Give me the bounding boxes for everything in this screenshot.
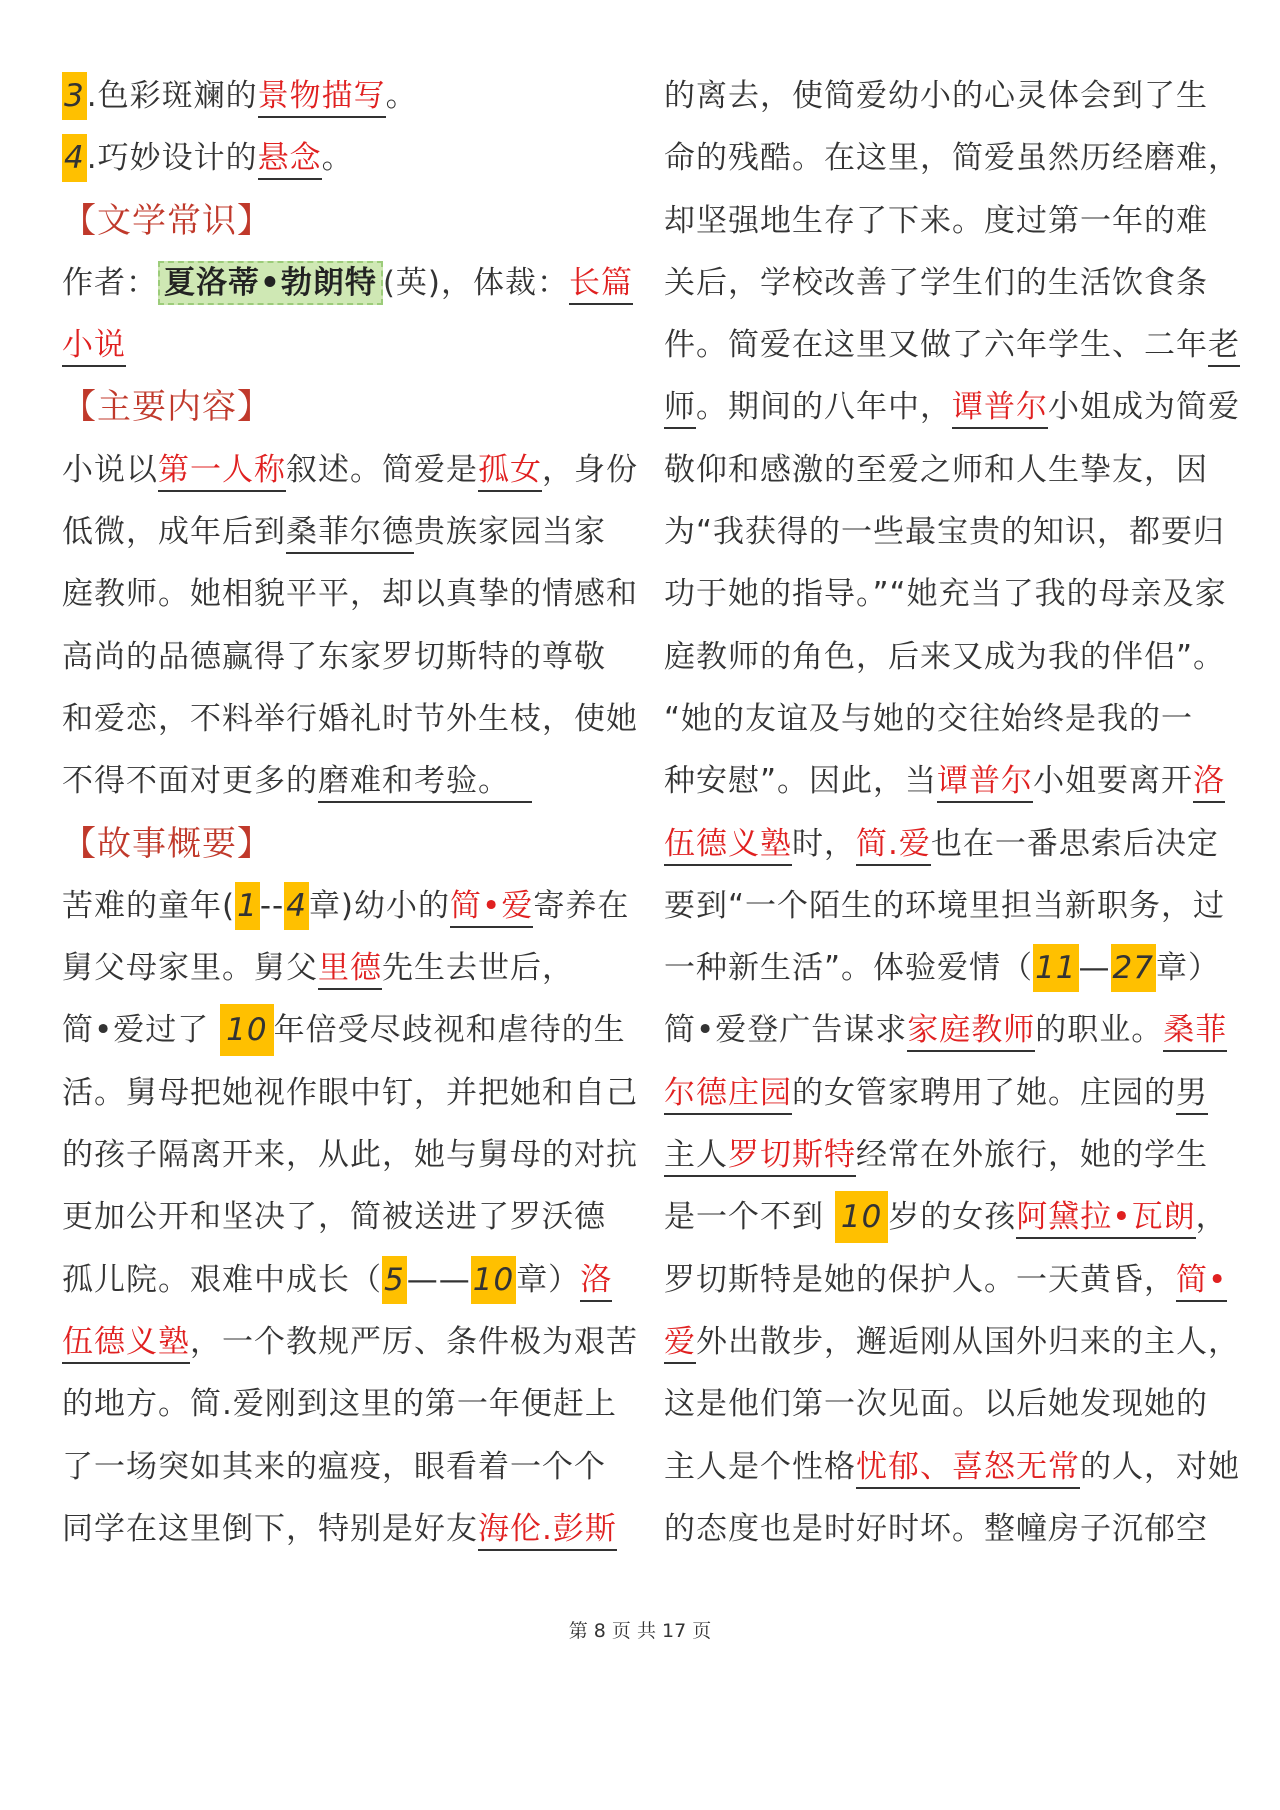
text-line [664, 813, 1224, 875]
text: 孤儿院。艰难中成长（ [62, 1261, 382, 1298]
text: 舅父母家里。舅父 [62, 950, 318, 987]
keyword: 阿黛拉•瓦朗 [1016, 1199, 1195, 1239]
text: ， [1195, 1199, 1228, 1236]
text-line [664, 1062, 1224, 1124]
text: 罗切斯特是她的保护人。一天黄昏， [664, 1261, 1176, 1298]
text: 。 [385, 78, 418, 114]
text-line: 命的残酷。在这里，简爱虽然历经磨难， [664, 140, 1240, 177]
keyword: 洛 [580, 1262, 612, 1302]
text-line: 要到“一个陌生的环境里担当新职务，过 [664, 887, 1226, 924]
text: —— [406, 1261, 471, 1298]
keyword: 洛 [1193, 763, 1225, 803]
keyword: 小说 [62, 327, 126, 367]
text-line: 活。舅母把她视作眼中钉，并把她和自己 [62, 1074, 638, 1111]
section-heading: 【主要内容】 [62, 387, 272, 428]
text-line [62, 999, 626, 1061]
text: 是一个不到 [664, 1199, 835, 1236]
keyword: 长篇 [569, 265, 633, 305]
number-highlight: 1 [235, 882, 260, 930]
text-line: 的态度也是时好时坏。整幢房子沉郁空 [664, 1510, 1208, 1547]
text: 。 [321, 140, 354, 177]
text-line [62, 1249, 622, 1311]
text: 低微，成年后到 [62, 514, 286, 551]
keyword: 伍德义塾 [62, 1324, 190, 1364]
keyword: 谭普尔 [937, 763, 1033, 803]
text: 种安慰”。因此，当 [664, 763, 938, 800]
keyword: 简• [1176, 1262, 1227, 1302]
text: (英)，体裁： [382, 264, 570, 301]
keyword: 男 [1176, 1075, 1208, 1115]
text: 外出散步，邂逅刚从国外归来的主人， [696, 1323, 1240, 1360]
page-number: 第 8 页 共 17 页 [568, 1620, 712, 1642]
number-highlight: 10 [835, 1191, 888, 1243]
text: 一种新生活”。体验爱情（ [664, 950, 1034, 987]
keyword: 悬念 [258, 140, 322, 180]
text-line: 却坚强地生存了下来。度过第一年的难 [664, 202, 1208, 239]
text: 先生去世后， [382, 950, 574, 987]
text-line: 庭教师的角色，后来又成为我的伴侣”。 [664, 638, 1226, 675]
text: 贵族家园当家 [414, 514, 606, 551]
text: 小姐成为简爱 [1048, 389, 1240, 426]
number-highlight: 5 [382, 1256, 407, 1304]
text: 章） [516, 1261, 581, 1298]
text: 的职业。 [1035, 1012, 1164, 1049]
text-line [62, 750, 622, 812]
text-line [62, 875, 630, 937]
text: 岁的女孩 [888, 1199, 1017, 1236]
number-highlight: 11 [1033, 944, 1078, 992]
keyword: 里德 [318, 950, 382, 990]
section-heading: 【故事概要】 [62, 823, 272, 864]
number-highlight: 4 [284, 882, 309, 930]
keyword: 景物描写 [258, 78, 386, 118]
text: 件。简爱在这里又做了六年学生、二年 [664, 327, 1208, 364]
text: 经常在外旅行，她的学生 [856, 1137, 1208, 1174]
text: 叙述。简爱是 [286, 451, 478, 488]
text-line: 了一场突如其来的瘟疫，眼看着一个个 [62, 1448, 606, 1485]
text-line: 功于她的指导。”“她充当了我的母亲及家 [664, 576, 1227, 613]
text: 小姐要离开 [1033, 763, 1194, 800]
text: ，一个教规严厉、条件极为艰苦 [190, 1323, 638, 1360]
keyword: 家庭教师 [907, 1012, 1035, 1052]
keyword: 主人 [664, 1137, 728, 1177]
text: 章)幼小的 [308, 887, 451, 924]
text: 的女管家聘用了她。庄园的 [792, 1074, 1176, 1111]
text-line: 的孩子隔离开来，从此，她与舅母的对抗 [62, 1137, 638, 1174]
text-line: 庭教师。她相貌平平，却以真挚的情感和 [62, 576, 638, 613]
keyword: 磨难和考验。 [318, 763, 532, 803]
left-column [62, 65, 638, 1560]
text-line [664, 937, 1224, 999]
text: 苦难的童年( [62, 887, 236, 924]
keyword: 第一人称 [158, 452, 286, 492]
text-line [62, 252, 634, 314]
text-line: 为“我获得的一些最宝贵的知识，都要归 [664, 514, 1226, 551]
keyword: 罗切斯特 [728, 1137, 856, 1177]
author-name: 夏洛蒂•勃朗特 [158, 261, 383, 305]
text: 不得不面对更多的 [62, 763, 318, 800]
text-line [664, 1311, 1240, 1373]
text-line [664, 1124, 1224, 1186]
keyword: 师 [664, 389, 696, 429]
text-line [664, 750, 1224, 812]
text: ，身份 [542, 451, 638, 488]
section-heading: 【文学常识】 [62, 200, 272, 241]
text: 寄养在 [533, 887, 630, 924]
text: 时， [792, 825, 856, 862]
keyword: 桑菲尔德 [286, 514, 414, 554]
keyword: 尔德庄园 [664, 1075, 792, 1115]
text: — [1078, 950, 1111, 987]
text-line [664, 999, 1228, 1061]
text: 简•爱过了 [62, 1012, 221, 1049]
keyword: 老 [1208, 327, 1240, 367]
text: 小说以 [62, 451, 158, 488]
keyword: 爱 [664, 1324, 696, 1364]
text: 也在一番思索后决定 [930, 825, 1219, 862]
text: .色彩斑斓的 [86, 78, 258, 114]
text: 章） [1155, 950, 1220, 987]
right-column [664, 65, 1240, 1560]
text-line [62, 127, 622, 189]
keyword: 海伦.彭斯 [478, 1511, 617, 1551]
text-line [664, 376, 1240, 438]
text-line: “她的友谊及与她的交往始终是我的一 [664, 700, 1194, 737]
keyword: 伍德义塾 [664, 826, 792, 866]
text-line: 高尚的品德赢得了东家罗切斯特的尊敬 [62, 638, 606, 675]
text-line: 关后，学校改善了学生们的生活饮食条 [664, 264, 1208, 301]
text: -- [259, 887, 285, 924]
text: 作者： [62, 264, 158, 301]
keyword: 忧郁、喜怒无常 [856, 1449, 1080, 1489]
text: 同学在这里倒下，特别是好友 [62, 1510, 478, 1547]
text-line [664, 1249, 1228, 1311]
text: 的人，对她 [1080, 1448, 1240, 1485]
text-line [62, 937, 622, 999]
number-highlight: 10 [220, 1004, 273, 1056]
keyword: 孤女 [478, 452, 542, 492]
text-line [664, 1186, 1228, 1248]
text-line: 和爱恋，不料举行婚礼时节外生枝，使她 [62, 700, 638, 737]
number-highlight: 3 [62, 72, 87, 120]
keyword: 简•爱 [450, 888, 533, 928]
text-line: 这是他们第一次见面。以后她发现她的 [664, 1386, 1208, 1423]
number-highlight: 10 [471, 1256, 516, 1304]
text-line: 的离去，使简爱幼小的心灵体会到了生 [664, 78, 1208, 114]
text-line [664, 1436, 1240, 1498]
text: 。期间的八年中， [696, 389, 952, 426]
keyword: 桑菲 [1163, 1012, 1227, 1052]
text-line [62, 1498, 622, 1560]
text-line [62, 1311, 638, 1373]
text-line [62, 439, 638, 501]
text-line: 更加公开和坚决了，简被送进了罗沃德 [62, 1199, 606, 1236]
text: 简•爱登广告谋求 [664, 1012, 908, 1049]
text-line [62, 65, 622, 127]
text-line: 的地方。简.爱刚到这里的第一年便赶上 [62, 1386, 617, 1423]
text-line: 敬仰和感激的至爱之师和人生挚友，因 [664, 451, 1208, 488]
number-highlight: 4 [62, 134, 87, 182]
text: 年倍受尽歧视和虐待的生 [273, 1012, 626, 1049]
text: .巧妙设计的 [86, 140, 258, 177]
number-highlight: 27 [1111, 944, 1156, 992]
keyword: 简.爱 [856, 826, 931, 866]
text-line [664, 314, 1240, 376]
keyword: 谭普尔 [952, 389, 1048, 429]
text: 主人是个性格 [664, 1448, 856, 1485]
text-line [62, 501, 622, 563]
text-line [62, 314, 622, 376]
